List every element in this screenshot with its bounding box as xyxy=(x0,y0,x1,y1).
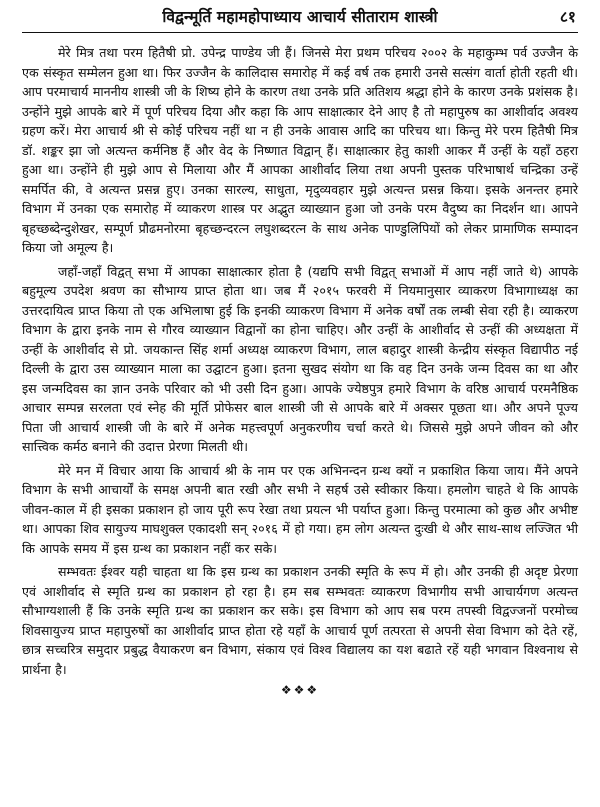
paragraph-4: सम्भवतः ईश्वर यही चाहता था कि इस ग्रन्थ का प्रकाशन उनकी स्मृति के रूप में हो। और उनकी ही अदृष्ट प्रेरणा एवं आशीर्वाद से स्मृति ग्रन्थ का प्रकाशन हो रहा है। हम सब सम्भवतः व्याकरण विभागीय सभी आचार्यगण अत्यन्त सौभाग्यशाली हैं कि उनके स्मृति ग्रन्थ का प्रकाशन कर सके। इस विभाग को आप सब परम तपस्वी विद्वज्जनों परमोच्च शिवसायुज्य प्राप्त महापुरुषों का आशीर्वाद प्राप्त होता रहे यहाँ के आचार्य पूर्ण तत्परता से अपनी सेवा विभाग को देते रहें, छात्र सच्चरित्र समुदार प्रबुद्ध वैयाकरण बन विभाग, संकाय एवं विश्व विद्यालय का यश बढाते रहें यही भगवान विश्वनाथ से प्रार्थना है। xyxy=(22,564,578,677)
paragraph-3: मेरे मन में विचार आया कि आचार्य श्री के नाम पर एक अभिनन्दन ग्रन्थ क्यों न प्रकाशित किया जाय। मैंने अपने विभाग के सभी आचार्यों के समक्ष अपनी बात रखी और सभी ने सहर्ष उसे स्वीकार किया। हमलोग चाहते थे कि आपके जीवन-काल में ही इसका प्रकाशन हो जाय पूरी रूप रेखा तथा प्रयत्न भी पर्याप्त हुआ। किन्तु परमात्मा को कुछ और अभीष्ट था। आपका शिव सायुज्य माघशुक्ल एकादशी सन् २०१६ में हो गया। हम लोग अत्यन्त दुःखी थे और साथ-साथ लज्जित भी कि आपके समय में इस ग्रन्थ का प्रकाशन नहीं कर सके। xyxy=(22,462,578,556)
paragraph-1: मेरे मित्र तथा परम हितैषी प्रो. उपेन्द्र पाण्डेय जी हैं। जिनसे मेरा प्रथम परिचय २००२ के महाकुम्भ पर्व उज्जैन के एक संस्कृत सम्मेलन हुआ था। फिर उज्जैन के कालिदास समारोह में कई वर्ष तक हमारी उनसे सत्संग वार्ता होती रहती थी। आप परमाचार्य माननीय शास्त्री जी के शिष्य होने के कारण तथा उनके प्रति अतिशय श्रद्धा होने के कारण उनके प्रशंसक है। उन्होंने मुझे आपके बारे में पूर्ण परिचय दिया और कहा कि आप साक्षात्कार देने आए है तो महापुरुष का आशीर्वाद अवश्य ग्रहण करें। मेरा आचार्य श्री से कोई परिचय नहीं था न ही उनके आवास आदि का परिचय था। किन्तु मेरे परम हितैषी मित्र डॉ. शङ्कर झा जो अत्यन्त कर्मनिष्ठ हैं और वेद के निष्णात विद्वान् हैं। साक्षात्कार हेतु काशी आकर मैं उन्हीं के यहाँ ठहरा हुआ था। उन्होंने ही मुझे आप से मिलाया और मैं आपका आशीर्वाद लिया तथा अपनी पुस्तक परिभाषार्थ चन्द्रिका उन्हें समर्पित की, वे अत्यन्त प्रसन्न हुए। उनका सारल्य, साधुता, मृदुव्यवहार मुझे अत्यन्त प्रसन्न किया। इसके अनन्तर हमारे विभाग में उनका एक समारोह में व्याकरण शास्त्र पर अद्भुत व्याख्यान हुआ जो उनके परम वैदुष्य का निदर्शन था। आपने बृहच्छब्देन्दुशेखर, सम्पूर्ण प्रौढमनोरमा बृहच्छन्दरत्न लघुशब्दरत्न के साथ अनेक पाण्डुलिपियों को लेकर प्रामाणिक सम्पादन किया जो अमूल्य है। xyxy=(22,45,578,255)
header-title: विद्वन्मूर्ति महामहोपाध्याय आचार्य सीताराम शास्त्री xyxy=(162,8,438,26)
paragraph-2: जहाँ-जहाँ विद्वत् सभा में आपका साक्षात्कार होता है (यद्यपि सभी विद्वत् सभाओं में आप नहीं जाते थे) आपके बहुमूल्य उपदेश श्रवण का सौभाग्य प्राप्त होता था। जब मैं २०१५ फरवरी में नियमानुसार व्याकरण विभागाध्यक्ष का उत्तरदायित्व प्राप्त किया तो एक अभिलाषा हुई कि इनकी व्याकरण विभाग में अनेक वर्षों तक लम्बी सेवा रही है। व्याकरण विभाग के द्वारा इनके नाम से गौरव व्याख्यान विद्वानों का होना चाहिए। और उन्हीं के आशीर्वाद से उन्हीं की अध्यक्षता में उन्हीं के आशीर्वाद से प्रो. जयकान्त सिंह शर्मा अध्यक्ष व्याकरण विभाग, लाल बहादुर शास्त्री केन्द्रीय संस्कृत विद्यापीठ नई दिल्ली के द्वारा उस व्याख्यान माला का उद्घाटन हुआ। इतना सुखद संयोग था कि वह दिन उनके जन्म दिवस का था और इस जन्मदिवस का ज्ञान उनके परिवार को भी उसी दिन हुआ। आपके ज्येष्ठपुत्र हमारे विभाग के वरिष्ठ आचार्य परमनैष्ठिक आचार सम्पन्न सरलता एवं स्नेह की मूर्ति प्रोफेसर बाल शास्त्री जी से आपके बारे में अक्सर पूछता था। और अपने पूज्य पिता जी आचार्य शास्त्री जी के बारे में अनेक महत्त्वपूर्ण अनुकरणीय चर्चा करते थे। जिससे मुझे अपने जीवन को और सात्त्विक कर्मठ बनाने की उदात्त प्रेरणा मिलती थी। xyxy=(22,263,578,454)
page-body xyxy=(22,33,578,697)
running-header xyxy=(22,2,578,33)
page-number: ८१ xyxy=(559,8,576,26)
section-end-ornament: ❖❖❖ xyxy=(280,683,320,697)
